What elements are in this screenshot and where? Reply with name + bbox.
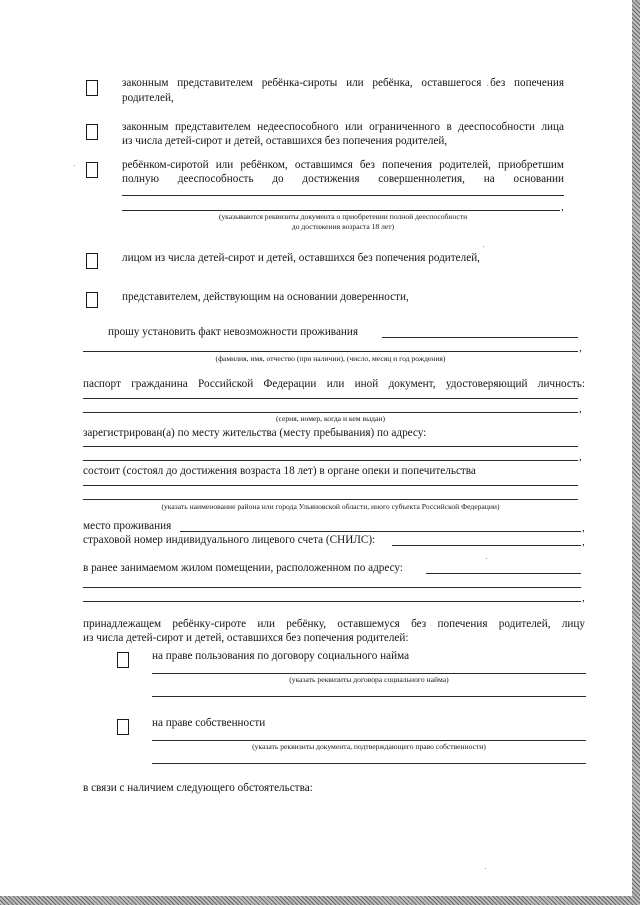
registered-field-2[interactable] xyxy=(83,460,578,461)
request-name-field[interactable] xyxy=(382,337,578,338)
belonging-line2: из числа детей-сирот и детей, оставшихся без попечения родителей: xyxy=(83,632,409,644)
former-housing-field-3[interactable] xyxy=(83,601,581,602)
option-orphan-full-capacity-line2: полную дееспособность до достижения совершеннолетия, на основании xyxy=(122,173,564,185)
residence-label: место проживания xyxy=(83,520,172,532)
checkbox-legal-rep-incapable[interactable] xyxy=(86,124,98,140)
request-name-field-2[interactable] xyxy=(83,351,578,352)
ownership-field-2[interactable] xyxy=(152,763,586,764)
snils-field[interactable] xyxy=(392,545,581,546)
former-housing-field-2[interactable] xyxy=(83,587,581,588)
page-edge-right xyxy=(632,0,640,905)
checkbox-legal-rep-orphan[interactable] xyxy=(86,80,98,96)
ownership-label: на праве собственности xyxy=(152,717,266,729)
checkbox-representative[interactable] xyxy=(86,292,98,308)
option-orphan-full-capacity-line1: ребёнком-сиротой или ребёнком, оставшимся без попечения родителей, приобретшим xyxy=(122,159,564,171)
orphan-capacity-hint-2: до достижения возраста 18 лет) xyxy=(291,222,395,231)
passport-field-1[interactable] xyxy=(83,398,578,399)
guardianship-hint: (указать наименование района или города Ульяновской области, иного субъекта Российской Федерации) xyxy=(161,502,500,511)
checkbox-orphan-full-capacity[interactable] xyxy=(86,162,98,178)
scan-speck xyxy=(485,868,486,869)
social-rental-field-1[interactable] xyxy=(152,673,586,674)
page-edge-bottom xyxy=(0,896,640,905)
option-legal-rep-orphan-line2: родителей, xyxy=(122,92,174,104)
guardianship-field-1[interactable] xyxy=(83,485,578,486)
ownership-hint: (указать реквизиты документа, подтверждающего право собственности) xyxy=(252,742,486,751)
registered-text: зарегистрирован(а) по месту жительства (месту пребывания) по адресу: xyxy=(83,427,427,439)
guardianship-text: состоит (состоял до достижения возраста 18 лет) в органе опеки и попечительства xyxy=(83,465,476,477)
ownership-field-1[interactable] xyxy=(152,740,586,741)
orphan-capacity-line-a[interactable] xyxy=(122,195,564,196)
passport-hint: (серия, номер, когда и кем выдан) xyxy=(275,414,386,423)
social-rental-label: на праве пользования по договору социального найма xyxy=(152,650,410,662)
checkbox-ownership[interactable] xyxy=(117,719,129,735)
orphan-capacity-hint-1: (указываются реквизиты документа о приобретении полной дееспособности xyxy=(218,212,468,221)
social-rental-field-2[interactable] xyxy=(152,696,586,697)
belonging-line1: принадлежащем ребёнку-сироте или ребёнку, оставшемуся без попечения родителей, лицу xyxy=(83,618,585,630)
social-rental-hint: (указать реквизиты договора социального найма) xyxy=(289,675,449,684)
orphan-capacity-line-b[interactable] xyxy=(122,210,560,211)
former-housing-text: в ранее занимаемом жилом помещении, расположенном по адресу: xyxy=(83,562,403,574)
residence-field[interactable] xyxy=(180,531,581,532)
former-housing-field-1[interactable] xyxy=(426,573,581,574)
guardianship-field-2[interactable] xyxy=(83,499,578,500)
scan-speck xyxy=(483,246,484,247)
registered-field-1[interactable] xyxy=(83,446,578,447)
option-person-from-orphans: лицом из числа детей-сирот и детей, оставшихся без попечения родителей, xyxy=(122,252,480,264)
circumstance-text: в связи с наличием следующего обстоятельства: xyxy=(83,782,313,794)
request-text: прошу установить факт невозможности проживания xyxy=(108,326,359,338)
scan-speck xyxy=(486,558,487,559)
option-legal-rep-orphan-line1: законным представителем ребёнка-сироты или ребёнка, оставшегося без попечения xyxy=(122,77,564,89)
scan-speck xyxy=(74,165,75,166)
option-legal-rep-incapable-line1: законным представителем недееспособного или ограниченного в дееспособности лица xyxy=(122,121,564,133)
passport-field-2[interactable] xyxy=(83,412,578,413)
snils-label: страховой номер индивидуального лицевого счета (СНИЛС): xyxy=(83,534,376,546)
checkbox-social-rental[interactable] xyxy=(117,652,129,668)
request-hint: (фамилия, имя, отчество (при наличии), (число, месяц и год рождения) xyxy=(215,354,446,363)
passport-text: паспорт гражданина Российской Федерации или иной документ, удостоверяющий личность: xyxy=(83,378,585,390)
checkbox-person-from-orphans[interactable] xyxy=(86,253,98,269)
option-representative: представителем, действующим на основании доверенности, xyxy=(122,291,409,303)
option-legal-rep-incapable-line2: из числа детей-сирот и детей, оставшихся без попечения родителей, xyxy=(122,135,448,147)
